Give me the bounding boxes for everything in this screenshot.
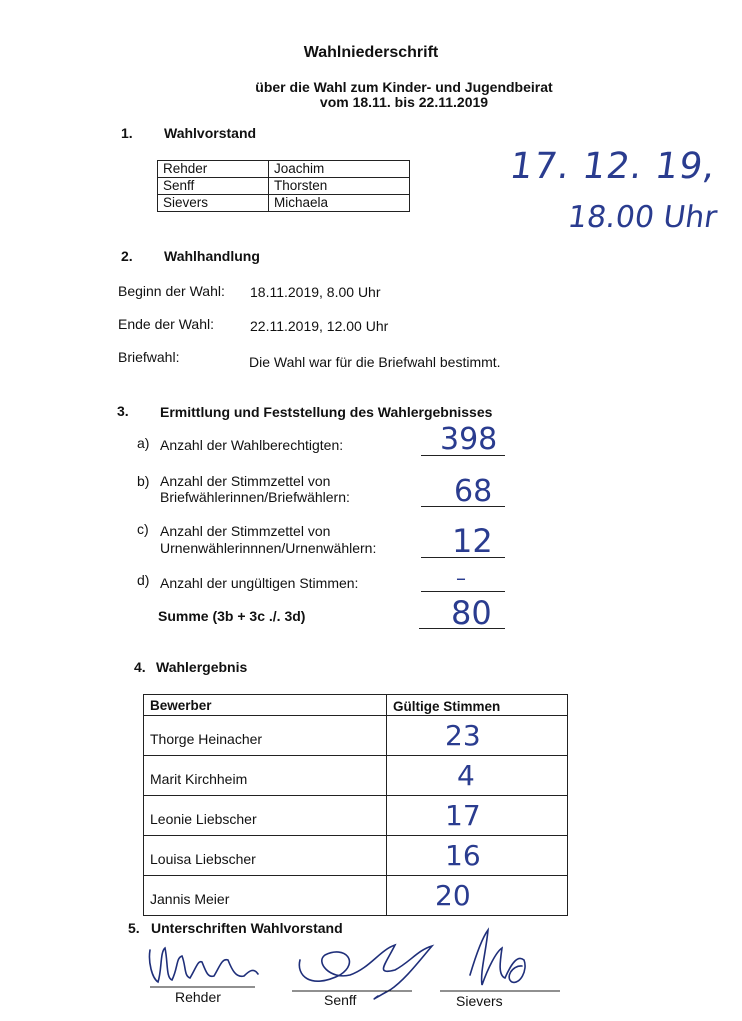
item-d-value: – <box>456 566 466 590</box>
candidate-name: Marit Kirchheim <box>144 756 387 796</box>
section5-heading: Unterschriften Wahlvorstand <box>151 920 343 936</box>
section2-number: 2. <box>121 248 133 264</box>
ende-value: 22.11.2019, 12.00 Uhr <box>250 318 389 334</box>
summe-label: Summe (3b + 3c ./. 3d) <box>158 608 306 624</box>
candidate-votes: 16 <box>387 836 568 876</box>
handwritten-date: 17. 12. 19, <box>507 146 719 187</box>
section3-number: 3. <box>117 403 129 419</box>
candidate-name: Louisa Liebscher <box>144 836 387 876</box>
document-subtitle-line2: vom 18.11. bis 22.11.2019 <box>319 94 489 110</box>
ende-label: Ende der Wahl: <box>118 316 214 332</box>
member-first-name: Joachim <box>269 161 410 178</box>
member-last-name: Senff <box>158 178 269 195</box>
signature-label-rehder: Rehder <box>175 989 221 1005</box>
item-c-text-line1: Anzahl der Stimmzettel von <box>160 523 331 539</box>
item-c-text-line2: Urnenwählerinnnen/Urnenwählern: <box>160 540 377 556</box>
item-a-value: 398 <box>440 422 498 457</box>
item-b-value: 68 <box>454 474 493 509</box>
item-d-text: Anzahl der ungültigen Stimmen: <box>160 575 359 591</box>
signature-rehder <box>149 948 258 982</box>
item-b-letter: b) <box>137 473 150 489</box>
document-title: Wahlniederschrift <box>303 44 439 61</box>
item-a-letter: a) <box>137 435 150 451</box>
candidate-votes: 23 <box>387 716 568 756</box>
briefwahl-label: Briefwahl: <box>118 349 180 365</box>
beginn-label: Beginn der Wahl: <box>118 283 225 299</box>
signature-label-senff: Senff <box>324 992 357 1008</box>
candidate-name: Leonie Liebscher <box>144 796 387 836</box>
section1-number: 1. <box>121 125 133 141</box>
briefwahl-value: Die Wahl war für die Briefwahl bestimmt. <box>249 354 501 370</box>
section1-heading: Wahlvorstand <box>164 125 257 141</box>
candidate-name: Jannis Meier <box>144 876 387 916</box>
candidate-votes: 20 <box>387 876 568 916</box>
item-c-letter: c) <box>137 521 149 537</box>
signature-label-sievers: Sievers <box>456 993 503 1009</box>
section4-heading: Wahlergebnis <box>156 659 248 675</box>
section2-heading: Wahlhandlung <box>164 248 260 264</box>
member-last-name: Sievers <box>158 195 269 212</box>
section5-number: 5. <box>128 920 140 936</box>
member-first-name: Thorsten <box>269 178 410 195</box>
section4-number: 4. <box>134 659 146 675</box>
section3-heading: Ermittlung und Feststellung des Wahlergebnisses <box>160 404 493 420</box>
candidate-votes: 17 <box>387 796 568 836</box>
column-header-votes: Gültige Stimmen <box>387 695 568 716</box>
signature-sievers <box>470 930 525 985</box>
member-first-name: Michaela <box>269 195 410 212</box>
column-header-candidate: Bewerber <box>144 695 387 716</box>
item-c-value: 12 <box>452 522 493 560</box>
item-b-text-line1: Anzahl der Stimmzettel von <box>160 473 331 489</box>
document-subtitle-line1: über die Wahl zum Kinder- und Jugendbeirat <box>255 79 553 95</box>
item-a-text: Anzahl der Wahlberechtigten: <box>160 437 344 453</box>
candidate-name: Thorge Heinacher <box>144 716 387 756</box>
summe-value: 80 <box>451 594 492 632</box>
item-d-letter: d) <box>137 572 150 588</box>
item-b-text-line2: Briefwählerinnen/Briefwählern: <box>160 489 350 505</box>
beginn-value: 18.11.2019, 8.00 Uhr <box>250 284 381 300</box>
candidate-votes: 4 <box>387 756 568 796</box>
handwritten-time: 18.00 Uhr <box>565 200 720 235</box>
member-last-name: Rehder <box>158 161 269 178</box>
